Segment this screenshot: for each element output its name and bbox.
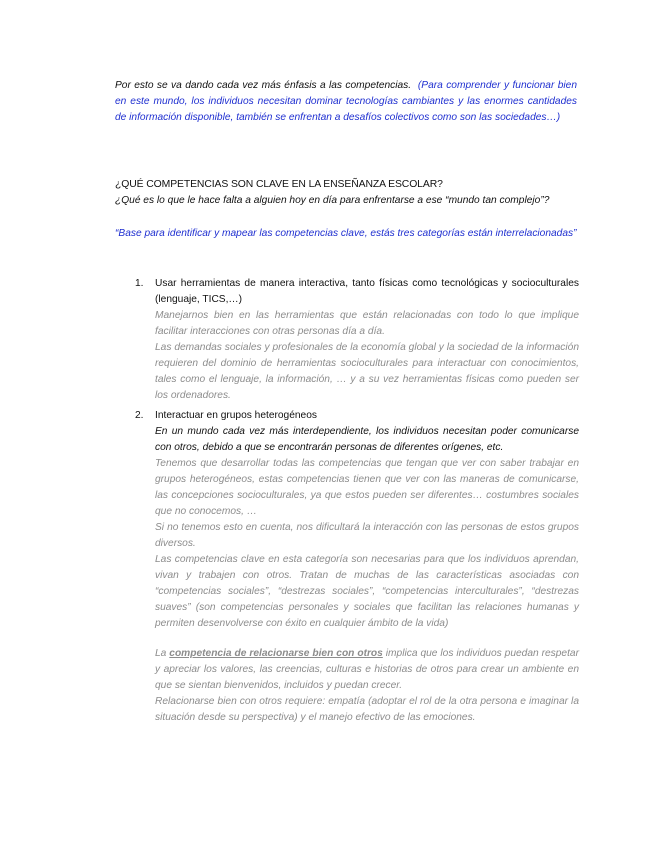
- base-quote-block: [115, 226, 577, 242]
- intro-quote: (Para comprender y funcionar bien en este mundo, los individuos necesitan dominar tecnologías cambiantes y las enormes cantidades de información disponible, también se enfrentan a desafíos colectivos como son las sociedades…): [115, 80, 578, 123]
- item-1-title: Usar herramientas de manera interactiva, tanto físicas como tecnológicas y socioculturales (lenguaje, TICS,…): [155, 278, 579, 305]
- intro-lead: Por esto se va dando cada vez más énfasis a las competencias.: [115, 80, 412, 91]
- section-heading-block: [115, 177, 577, 209]
- base-quote: “Base para identificar y mapear las competencias clave, estás tres categorías están interrelacionadas”: [115, 228, 577, 239]
- section-question: ¿Qué es lo que le hace falta a alguien hoy en día para enfrentarse a ese “mundo tan complejo”?: [115, 195, 550, 206]
- item-2-note-2: Si no tenemos esto en cuenta, nos dificultará la interacción con las personas de estos grupos diversos.: [155, 522, 579, 549]
- section-heading: ¿QUÉ COMPETENCIAS SON CLAVE EN LA ENSEÑANZA ESCOLAR?: [115, 179, 443, 190]
- list-number-1: 1.: [135, 278, 144, 289]
- item-1-note-1: Manejarnos bien en las herramientas que están relacionadas con todo lo que implique facilitar interacciones con otras personas día a día.: [155, 310, 579, 337]
- item-2-note-3: Las competencias clave en esta categoría son necesarias para que los individuos aprendan, vivan y trabajen con otros. Tratan de muchas de las características asociadas con “competencias sociales”, “destrezas sociales”, “competencias interculturales”, “destrezas suaves” (son competencias personales y sociales que facilitan las relaciones humanas y permiten desenvolverse con éxito en cualquier ámbito de la vida): [155, 554, 579, 629]
- item-2-title: Interactuar en grupos heterogéneos: [155, 410, 317, 421]
- list-item-1: [155, 276, 579, 404]
- intro-paragraph: [115, 78, 577, 126]
- item-2-relation-extra: Relacionarse bien con otros requiere: empatía (adoptar el rol de la otra persona e imaginar la situación desde su perspectiva) y el manejo efectivo de las emociones.: [155, 696, 579, 723]
- item-2-note-1: Tenemos que desarrollar todas las competencias que tengan que ver con saber trabajar en grupos heterogéneos, estas competencias tienen que ver con las maneras de comunicarse, las concepciones socioculturales, ya que estos pueden ser diferentes… costumbres sociales que no conocemos, …: [155, 458, 579, 517]
- list-number-2: 2.: [135, 410, 144, 421]
- item-1-note-2: Las demandas sociales y profesionales de la economía global y la sociedad de la información requieren del dominio de herramientas socioculturales para interactuar con conocimientos, tales como el lenguaje, la información, … y a su vez herramientas físicas como pueden ser los ordenadores.: [155, 342, 579, 401]
- relation-link: competencia de relacionarse bien con otros: [169, 648, 383, 659]
- list-item-2: [155, 408, 579, 726]
- item-2-subtitle: En un mundo cada vez más interdependiente, los individuos necesitan poder comunicarse con otros, debido a que se encontrarán personas de diferentes orígenes, etc.: [155, 426, 579, 453]
- item-2-relation: La competencia de relacionarse bien con otros implica que los individuos puedan respetar y apreciar los valores, las creencias, culturas e historias de otros para crear un ambiente en que se sientan bienvenidos, incluidos y puedan crecer.: [155, 648, 579, 691]
